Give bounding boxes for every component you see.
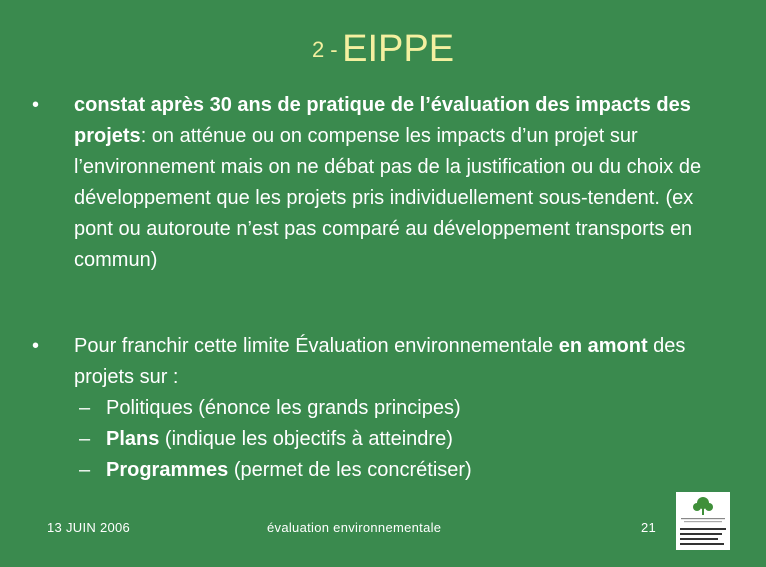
bullet-2-part2: des projets sur : [74, 335, 686, 388]
dash-glyph: – [79, 428, 91, 450]
sub-list [74, 393, 722, 486]
footer-page-number: 21 [641, 520, 657, 535]
sub-item-rest: (indique les objectifs à atteindre) [159, 428, 453, 450]
sub-item-bold: Plans [106, 428, 160, 450]
sub-item-plans [74, 424, 722, 455]
sub-item-text: Politiques (énonce les grands principes) [106, 397, 461, 419]
tree-logo-icon [676, 492, 730, 550]
sub-item-rest: (permet de les concrétiser) [228, 459, 472, 481]
bullet-1-bold: constat après 30 ans de pratique de l’évaluation des impacts des projets [74, 94, 691, 147]
bullet-2-text [74, 331, 722, 393]
dash-glyph: – [79, 459, 91, 481]
bullet-1-text [74, 90, 722, 276]
dash-glyph: – [79, 397, 91, 419]
slide-number-prefix: 2 - [311, 37, 338, 62]
bullet-2 [32, 331, 722, 486]
bullet-2-part1: Pour franchir cette limite Évaluation environnementale [74, 335, 559, 357]
footer-date: 13 JUIN 2006 [47, 520, 131, 535]
slide-title [0, 28, 766, 71]
bullet-1-rest: : on atténue ou on compense les impacts d’un projet sur l’environnement mais on ne débat pas de la justification ou du choix de développement que les projets pris individuellement sous-tendent. (ex pont ou autoroute n’est pas comparé au développement transports en commun) [74, 125, 702, 271]
sub-item-politiques [74, 393, 722, 424]
sub-item-bold: Programmes [106, 459, 229, 481]
bullet-1 [32, 90, 722, 276]
bullet-2-bold: en amont [558, 335, 648, 357]
bullet-dot: • [32, 94, 40, 116]
sub-item-programmes [74, 455, 722, 486]
footer-center: évaluation environnementale [267, 520, 442, 535]
slide-title-text: EIPPE [342, 28, 455, 70]
bullet-dot: • [32, 335, 40, 357]
